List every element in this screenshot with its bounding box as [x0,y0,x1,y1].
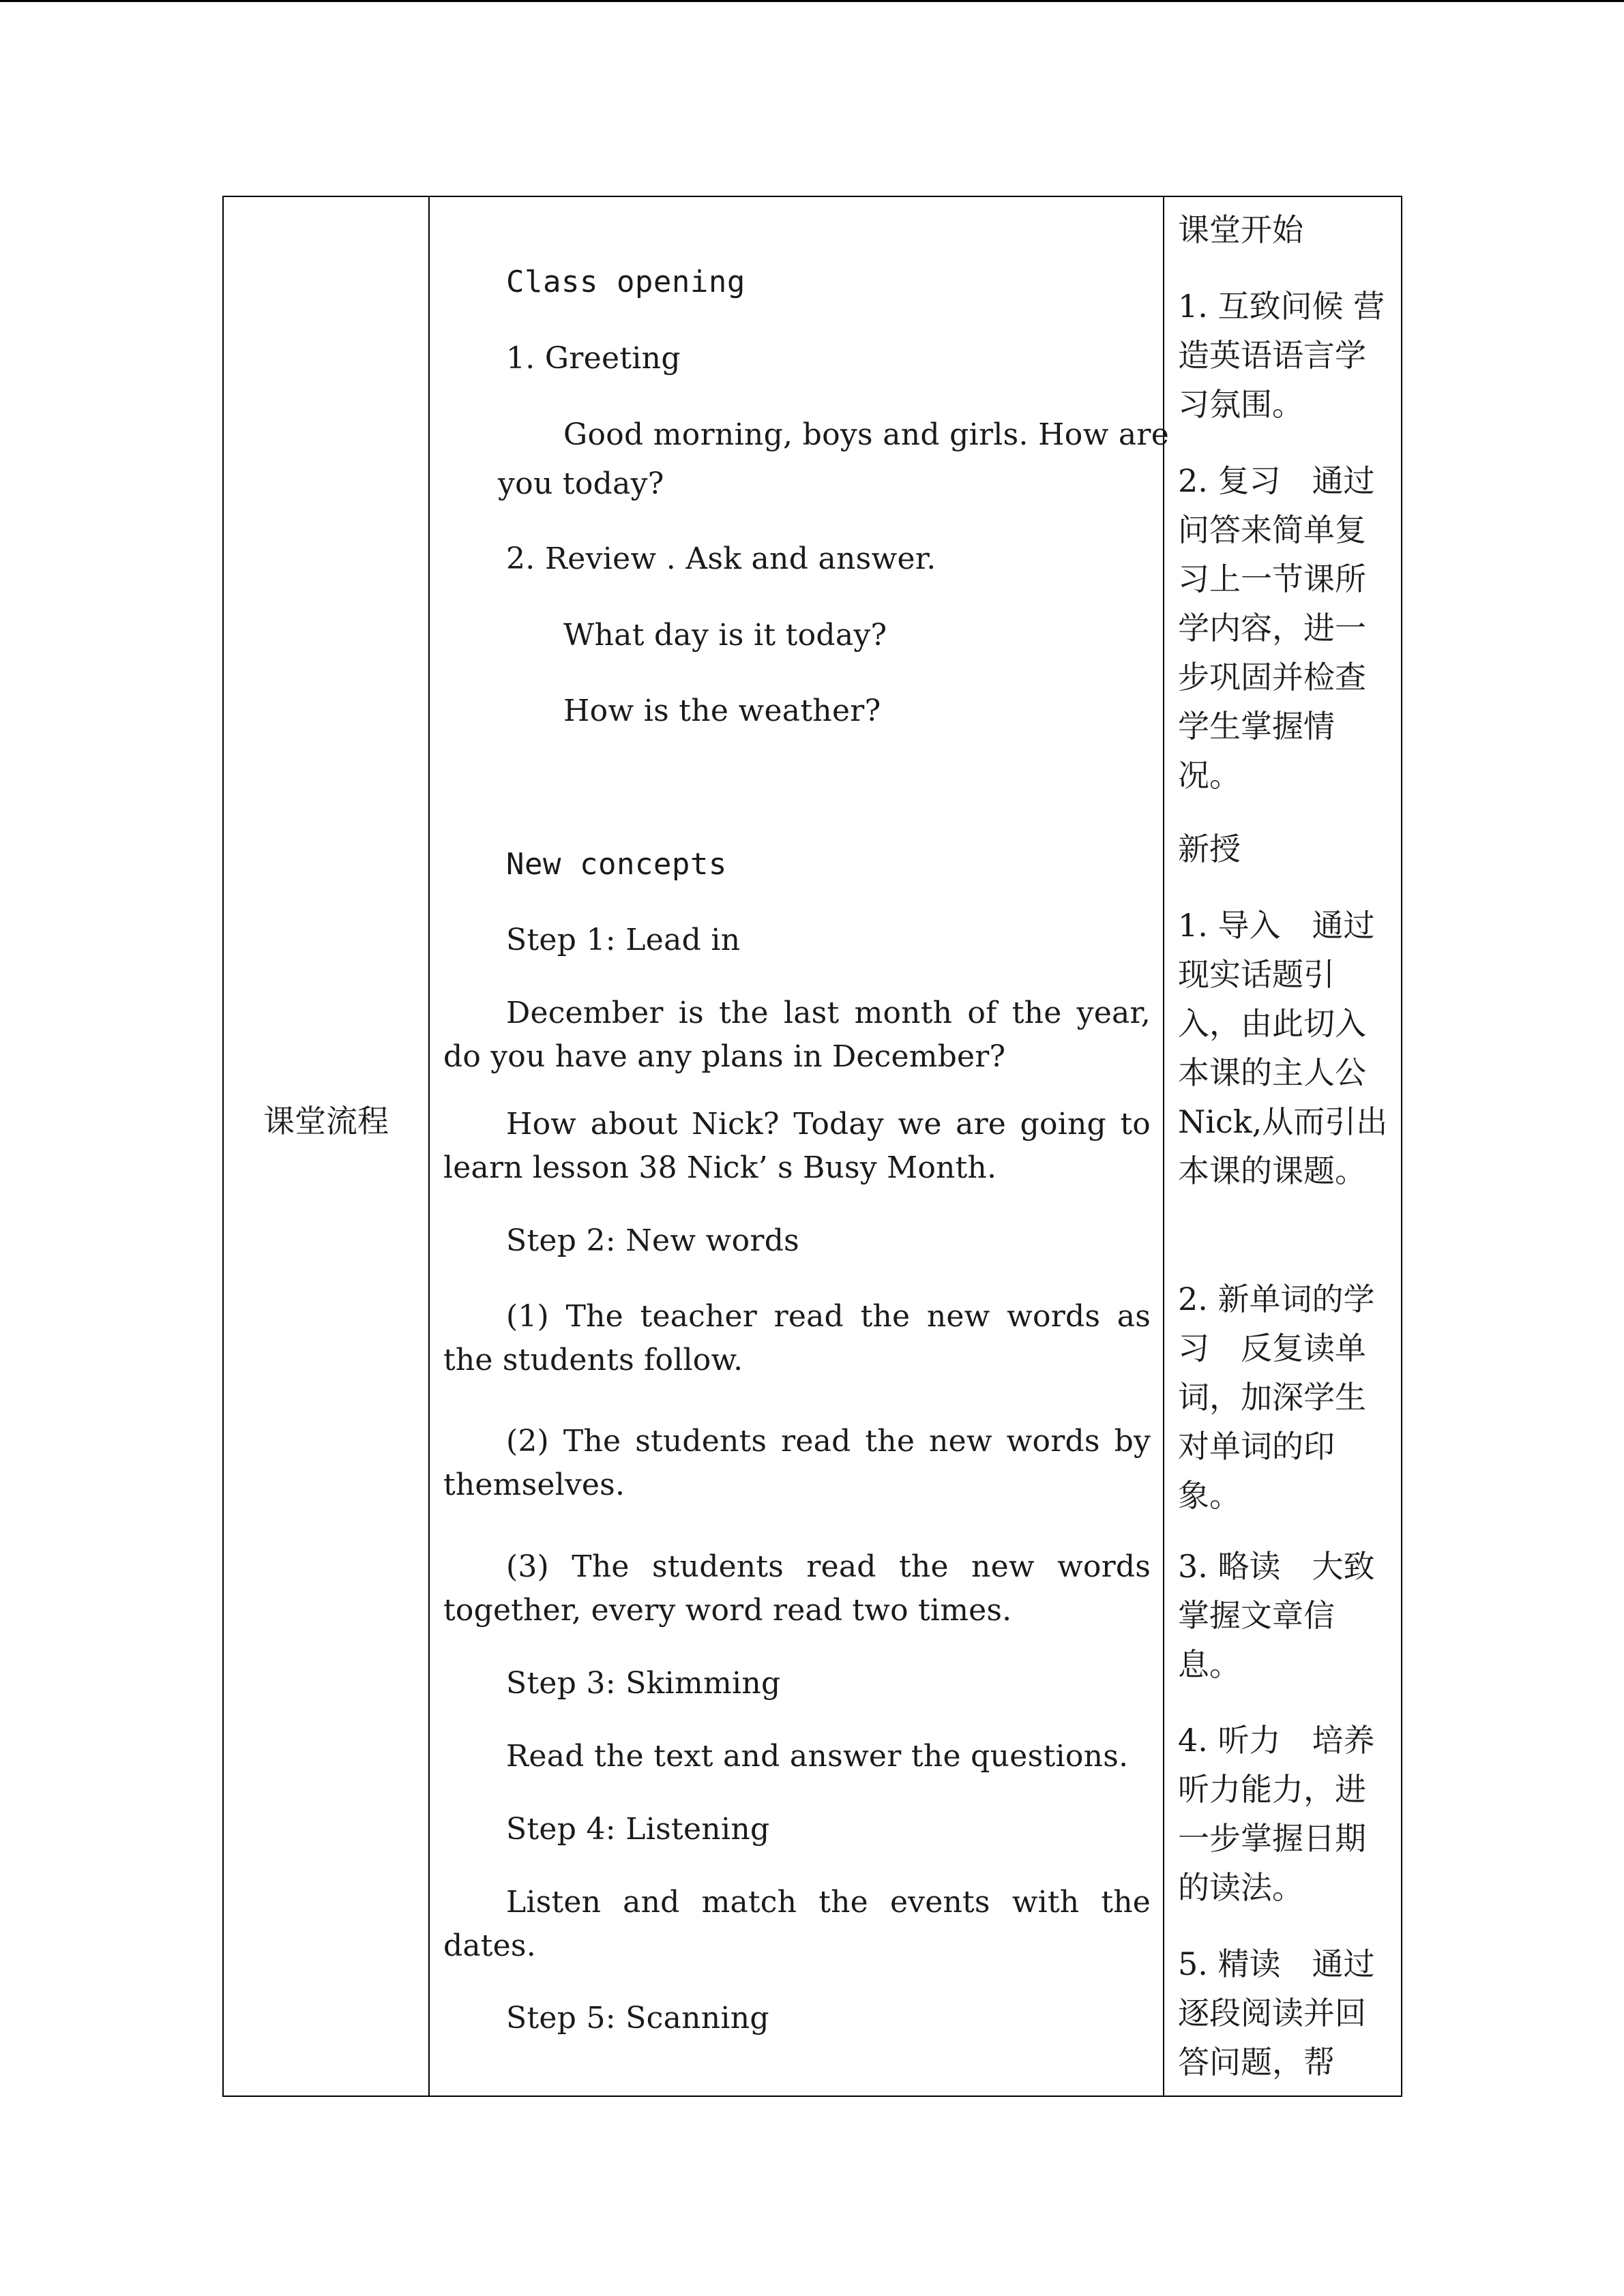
step1-text-2: How about Nick? Today we are going to learn lesson 38 Nick’ s Busy Month. [443,1107,1151,1185]
page-top-rule [0,0,1624,2]
review-title: 2. Review . Ask and answer. [506,541,936,576]
step1-title: Step 1: Lead in [506,923,741,957]
stage-label: 课堂流程 [263,1103,389,1139]
step3-text: Read the text and answer the questions. [506,1739,1129,1774]
aim-listening: 4. 听力 培养听力能力，进一步掌握日期的读法。 [1178,1722,1375,1906]
step4-text: Listen and match the events with the dates. [443,1885,1151,1963]
step2-item-3: (3) The students read the new words together, every word read two times. [443,1549,1151,1628]
greeting-text-line-2: you today? [498,466,664,501]
teaching-process-cell [430,197,1170,2096]
step2-title: Step 2: New words [506,1223,800,1258]
step1-text: December is the last month of the year, do you have any plans in December? [443,996,1151,1074]
aim-lead-in: 1. 导入 通过现实话题引入，由此切入本课的主人公Nick,从而引出本课的课题。 [1178,907,1388,1189]
step2-item-2: (2) The students read the new words by themselves. [443,1424,1151,1502]
aim-greeting: 1. 互致问候 营造英语语言学习氛围。 [1178,288,1385,423]
aim-opening-title: 课堂开始 [1178,211,1303,248]
aim-skimming: 3. 略读 大致掌握文章信息。 [1178,1548,1375,1683]
aim-scanning: 5. 精读 通过逐段阅读并回答问题，帮 [1178,1945,1375,2081]
step2-item-1: (1) The teacher read the new words as the students follow. [443,1299,1151,1377]
review-question-1: What day is it today? [563,618,887,653]
aim-new-title: 新授 [1178,831,1241,867]
new-concepts-heading: New concepts [506,847,727,882]
aim-review: 2. 复习 通过问答来简单复习上一节课所学内容，进一步巩固并检查学生掌握情况。 [1178,462,1375,794]
greeting-title: 1. Greeting [506,341,681,376]
greeting-text-line-1: Good morning, boys and girls. How are [563,417,1170,452]
step3-title: Step 3: Skimming [506,1666,781,1701]
aim-new-words: 2. 新单词的学习 反复读单词，加深学生对单词的印象。 [1178,1281,1375,1514]
step4-title: Step 4: Listening [506,1812,770,1847]
lesson-plan-table [222,196,1402,2097]
design-aims-cell [1164,197,1401,2096]
step5-title: Step 5: Scanning [506,2001,769,2036]
class-opening-heading: Class opening [506,265,745,299]
review-question-2: How is the weather? [563,694,881,728]
